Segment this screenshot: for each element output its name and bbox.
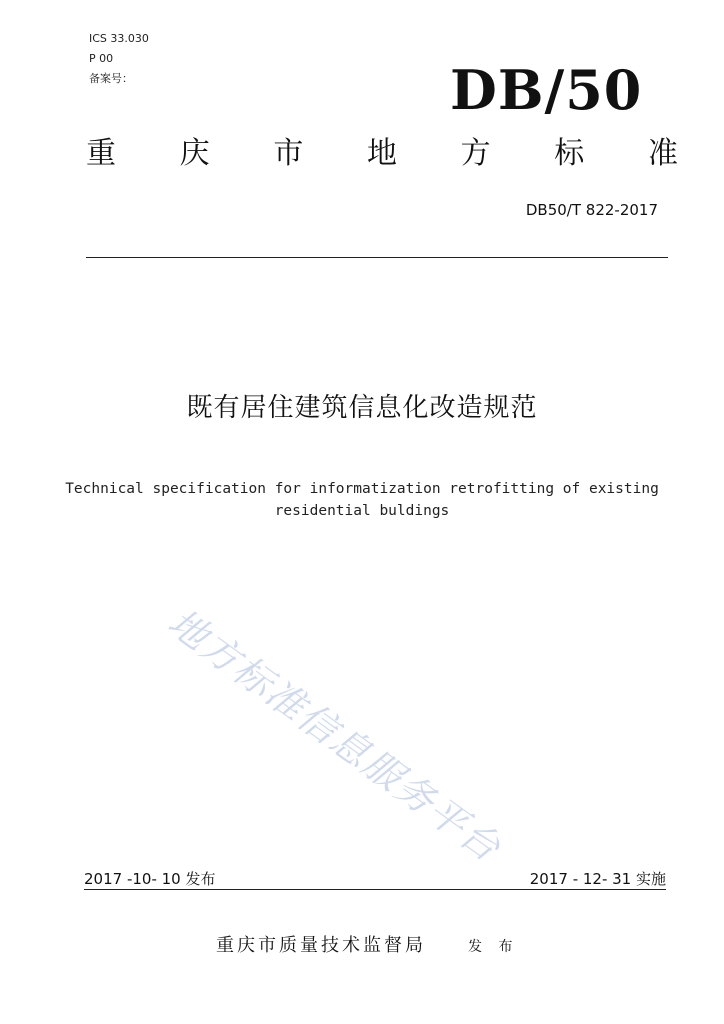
org-title-char: 标	[554, 136, 585, 171]
english-title-line-2: residential buldings	[274, 503, 450, 519]
org-title-char: 市	[273, 136, 304, 171]
chinese-title: 既有居住建筑信息化改造规范	[186, 393, 538, 423]
org-title-char: 方	[460, 136, 491, 171]
classification-code: P 00	[89, 52, 114, 65]
english-title	[40, 478, 684, 522]
record-number-label: 备案号：	[89, 72, 133, 85]
ics-code: ICS 33.030	[89, 32, 149, 45]
standard-number: DB50/T 822-2017	[525, 201, 658, 219]
org-title-char: 重	[86, 136, 116, 171]
header-divider	[86, 257, 668, 258]
footer-divider	[84, 889, 666, 890]
org-title	[86, 134, 678, 174]
implement-date: 2017 - 12- 31 实施	[529, 870, 666, 888]
org-title-char: 地	[366, 136, 397, 171]
standard-code-logo: DB/50	[450, 58, 643, 122]
issue-label: 发 布	[468, 939, 519, 955]
publish-date: 2017 -10- 10 发布	[84, 870, 216, 888]
watermark: 地方标准信息服务平台	[160, 600, 510, 871]
org-title-char: 准	[647, 136, 678, 171]
issuer-name: 重庆市质量技术监督局	[216, 935, 426, 956]
english-title-line-1: Technical specification for informatization retrofitting of existing	[65, 481, 659, 497]
org-title-char: 庆	[179, 136, 210, 171]
